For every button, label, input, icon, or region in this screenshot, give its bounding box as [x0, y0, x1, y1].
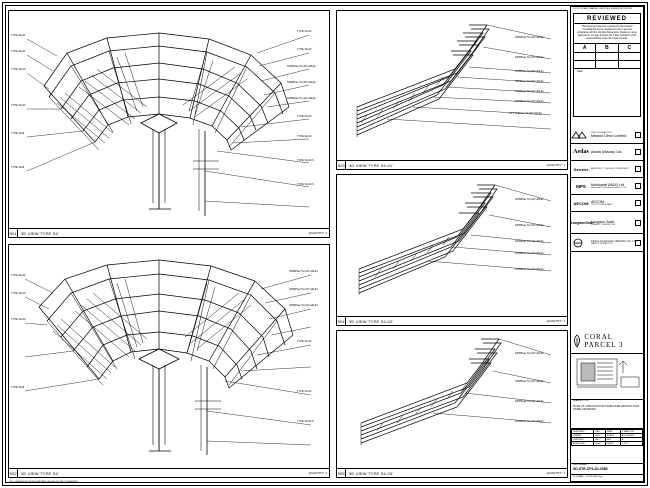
field-label: SCALE [605, 434, 620, 438]
gensler-logo-icon: Gensler [573, 166, 589, 172]
review-stamp-body: This document has been reviewed by the relevant Consultant(s) and is considered to be in general compliance with the Contract Documents. Review is not an approval of, nor does it relieve the Trade Contractor of his responsibilities under the Trade Contract. [577, 26, 637, 41]
viewport-title-bar-3 [337, 160, 567, 169]
review-column-c: C [627, 45, 632, 52]
callout: TYPE 3A-03 [297, 390, 312, 393]
review-stamp-blank-row-2 [574, 60, 640, 68]
field-value: 1 OF 1 [620, 442, 642, 446]
drawing-title-label: DRAWING TITLE [573, 400, 589, 402]
viewport-number: S01 [9, 230, 17, 236]
consultant-role: MAIN CONTRACTOR [591, 243, 613, 245]
callout: TYPE 3A-03 [11, 292, 26, 295]
field-label: SHEET [605, 442, 620, 446]
project-emblem-icon [571, 334, 584, 348]
consultant-checkbox[interactable] [635, 240, 641, 246]
consultant-row-subcontractor [571, 127, 643, 144]
callout: TYPE 3A-03 [297, 115, 312, 118]
viewport-title: 3D VIEW TYPE S4' [21, 470, 59, 476]
aedas-logo-icon: Aedas [573, 149, 589, 155]
viewport-title-bar-1 [9, 228, 329, 237]
callout: SP90Paa 7A (4LT-A6LE) [515, 36, 544, 39]
review-stamp-columns [574, 43, 640, 52]
field-value: LMC [594, 438, 606, 442]
callout: TYPE 3A-03.6 [297, 420, 314, 423]
field-label: DATE [605, 430, 620, 434]
viewport-quantity: QUANTITY: 1 [546, 319, 565, 323]
drawing-number-label: DWG NUMBER [573, 464, 588, 466]
consultant-row-langdonseah [571, 212, 643, 234]
consultant-role: QUANTITY SURVEYOR [591, 223, 615, 226]
consultant-role: COST CONSULTANT [591, 204, 613, 206]
field-label: CHECKED [572, 438, 594, 442]
callout: TYPE 3A-03.6 [297, 183, 314, 186]
field-value: AS SHOWN [620, 434, 642, 438]
viewport-2[interactable] [8, 244, 330, 478]
viewport-number: S02 [9, 470, 17, 476]
callout: SP90Paa 7A (4LT-A6LE) [289, 288, 318, 291]
consultant-checkbox[interactable] [635, 166, 641, 172]
callout: SP90Paa 7A (4LT-A6LE) [515, 400, 544, 403]
approval-fields [571, 429, 643, 464]
viewport-title-bar-4 [337, 316, 567, 325]
langdonseah-logo-icon: LangdonSeah [571, 220, 594, 225]
consultant-name: Meinhardt (M&E) Ltd. [591, 183, 626, 187]
consultant-checkbox[interactable] [635, 220, 641, 226]
callout: TYPE 3A-03 [11, 318, 26, 321]
callout: TYPE 3A-03 [297, 340, 312, 343]
review-stamp [573, 13, 641, 117]
callout: TYPE 3A-03 [11, 104, 26, 107]
viewport-1[interactable] [8, 10, 330, 238]
review-blank-c [619, 53, 640, 60]
aecom-logo-icon: AECOM [573, 200, 589, 206]
consultant-checkbox[interactable] [635, 183, 641, 189]
callout: SP90Paa 7A (4LT-A6LE) [289, 270, 318, 273]
consultant-name: Aedas (Macau) Ltd. [591, 150, 623, 154]
consultant-name: AECOM [591, 200, 605, 204]
consultant-row-meinhardt [571, 178, 643, 195]
review-blank-c2 [619, 61, 640, 68]
callout: SP90Paa 7A (4LT-A6LE) [515, 252, 544, 255]
project-name: CORAL PARCEL 3 [584, 333, 624, 349]
callout: SP90Paa 7A (4LT-A6LE) [515, 268, 544, 271]
callout: TYPE 3A-03 [297, 30, 312, 33]
callout: TYPE 3A-03 [11, 274, 26, 277]
consultant-name: Newton Direct Limited [591, 134, 627, 138]
consultant-row-aecom [571, 195, 643, 212]
project-logo-row [571, 329, 643, 354]
iso-stair-drawing-2 [9, 245, 329, 461]
callout: SP90Paa 7A (4LT-A6LE) [515, 56, 544, 59]
review-blank-b2 [596, 61, 618, 68]
meinhardt-logo-icon: MPS [576, 183, 586, 189]
viewport-title: 3D VIEW TYPE S4-03' [349, 470, 394, 476]
consultant-name: Paulos Construction (MACAU) CO. LTD. [591, 240, 638, 243]
field-value: 1 MAR 2015 [620, 430, 642, 434]
viewport-number: S05 [337, 470, 345, 476]
drawing-number-block [571, 463, 643, 475]
viewport-title-bar-5 [337, 468, 567, 477]
review-blank-a2 [574, 61, 596, 68]
review-blank-b [596, 53, 618, 60]
key-plan-drawing [571, 353, 645, 397]
viewport-quantity: QUANTITY: 1 [308, 231, 327, 235]
consultant-row-aedas [571, 144, 643, 161]
callout: SP90Paa 7A (4LT-A6LE) [515, 80, 544, 83]
viewport-3[interactable] [336, 10, 568, 170]
consultant-role: SUB CONTRACTOR [591, 132, 612, 134]
viewport-number: S04 [337, 318, 345, 324]
callout: TYPE 3A-03 [11, 50, 26, 53]
field-label: DESIGNED [572, 430, 594, 434]
callout: SP90Paa 7A (4LT-A6LE) [287, 97, 316, 100]
callout: TYPE 3A-03 [297, 135, 312, 138]
consultant-role: ARCHITECT / DESIGN CONSULTANT [591, 168, 629, 170]
callout: TYPE 3A-03 [297, 48, 312, 51]
viewport-quantity: QUANTITY: 1 [546, 471, 565, 475]
consultant-row-maincontractor [571, 234, 643, 252]
stair-stringer-detail-5 [337, 331, 567, 463]
field-value: GMY [594, 434, 606, 438]
callout: 1A TYPSPaa 7A (4LT-A6LE) [509, 112, 542, 115]
field-value: CKW [594, 442, 606, 446]
callout: TYPE 3A-03.6 [297, 159, 314, 162]
callout: SP90Paa 7A (4LT-A6LE) [515, 90, 544, 93]
callout: SP90Paa 7A (4LT-A6LE) [515, 240, 544, 243]
callout: SP90Paa 7A (4LT-A6LE) [515, 100, 544, 103]
viewport-title: 3D VIEW TYPE S4-02' [349, 318, 394, 324]
consultant-checkbox[interactable] [635, 200, 641, 206]
maincontractor-logo-icon [571, 238, 591, 248]
consultant-checkbox[interactable] [635, 132, 641, 138]
callout: SP90Paa 7A (4LT-A6LE) [515, 380, 544, 383]
review-stamp-blank-row [574, 52, 640, 60]
file-name-block [571, 475, 643, 483]
table-row [572, 442, 643, 446]
file-name-value: CP3-3D-0085.dwg [585, 476, 603, 478]
callout: SP90Paa 7A (4LT-A6LE) [289, 304, 318, 307]
viewport-quantity: QUANTITY: 1 [546, 163, 565, 167]
title-block-top-note: DO NOT SCALE DRAWING. VERIFY ALL DIMENSIONS ON SITE [573, 8, 633, 10]
title-block [570, 6, 644, 482]
consultant-role: Meinhardt Professional Services Ltd. [591, 187, 627, 189]
review-column-a: A [574, 44, 596, 52]
drawing-title-block [571, 399, 643, 429]
callout: SP90Paa 7A (4LT-A6LE) [515, 420, 544, 423]
viewport-5[interactable] [336, 330, 568, 478]
drawing-number: SD-STR-CP3-3D-0085 [573, 466, 608, 471]
callout: SP90Paa 7A (4LT-A6LE) [287, 65, 316, 68]
callout: SP90Paa 7A (4LT-A6LE) [515, 352, 544, 355]
review-column-b: B [596, 44, 618, 52]
viewport-title: 3D VIEW TYPE S4-01' [349, 162, 394, 168]
consultant-row-gensler [571, 161, 643, 178]
viewport-4[interactable] [336, 174, 568, 326]
field-value: CAD [594, 430, 606, 434]
viewport-title: 3D VIEW TYPE S4' [21, 230, 59, 236]
callout: TYPE 3A-B [11, 132, 25, 135]
callout: TYPE 3A-03 [11, 34, 26, 37]
callout: SP90Paa 7A (4LT-A6LE) [515, 70, 544, 73]
viewport-quantity: QUANTITY: 1 [308, 471, 327, 475]
approval-table [571, 429, 643, 446]
callout: TYPE 3A-B [11, 166, 25, 169]
callout: SP90Paa 7A (4LT-A6LE) [515, 198, 544, 201]
callout: TYPE 3A-03 [11, 68, 26, 71]
key-plan [571, 353, 643, 400]
callout: SP90Paa 7A (4LT-A6LE) [287, 81, 316, 84]
review-stamp-date: Date : [574, 68, 640, 74]
consultant-name: Langdon Seah [591, 219, 615, 224]
review-stamp-title: REVIEWED [574, 14, 640, 24]
field-label: REV [605, 438, 620, 442]
callout: TYPE 3A-B [11, 386, 25, 389]
field-label: DRAWN [572, 434, 594, 438]
viewport-number: S03 [337, 162, 345, 168]
file-name-label: FILE NAME [573, 476, 584, 478]
iso-stair-drawing-1 [9, 11, 329, 221]
consultant-checkbox[interactable] [635, 149, 641, 155]
consultant-list [571, 127, 643, 252]
viewport-title-bar-2 [9, 468, 329, 477]
review-blank-a [574, 53, 596, 60]
sheet-bottom-note: ALL DIMENSIONS IN MILLIMETRES UNLESS NOTED OTHERWISE [10, 481, 78, 483]
callout: SP90Paa 7A (4LT-A6LE) [515, 224, 544, 227]
subcontractor-logo-icon [571, 130, 591, 140]
field-value: A [620, 438, 642, 442]
drawing-title: PLAN AT CIRCULATION STAIRCASE DETAILS FOR STEEL DRAWING [573, 403, 640, 412]
field-label: APPROVED [572, 442, 594, 446]
